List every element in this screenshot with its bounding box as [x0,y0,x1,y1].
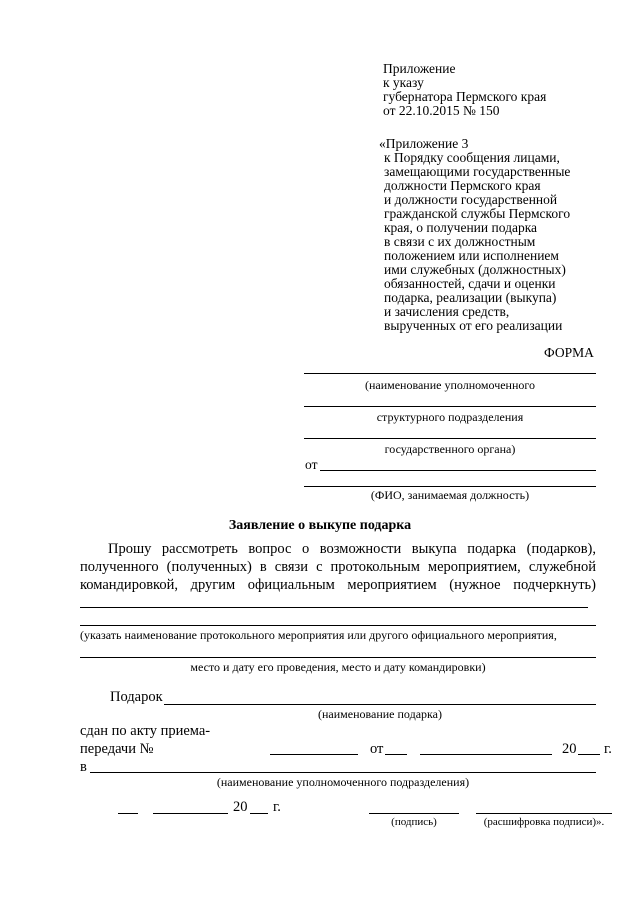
sign-month-field[interactable] [153,813,228,814]
signature-caption: (подпись) [391,816,437,828]
act-line-2: передачи № [80,741,154,757]
sign-year-prefix: 20 [233,799,248,815]
act-year-field[interactable] [578,754,600,755]
signature-field[interactable] [369,813,459,814]
addressee-field-4[interactable] [304,486,596,487]
gift-field[interactable] [164,704,596,705]
header-line: губернатора Пермского края [383,89,547,104]
body-line-1: Прошу рассмотреть вопрос о возможности выкупа подарка (подарков), [108,541,596,557]
appendix-line: «Приложение 3 [379,136,469,151]
act-in-label: в [80,759,87,775]
appendix-line: и должности государственной [384,192,558,207]
addressee-field-3[interactable] [304,438,596,439]
appendix-line: края, о получении подарка [384,220,538,235]
addressee-field-2[interactable] [304,406,596,407]
act-line-1: сдан по акту приема- [80,723,211,739]
body-line-3: командировкой, другим официальным мероприятием (нужное подчеркнуть) [80,577,596,593]
appendix-block [379,137,570,333]
sign-year-field[interactable] [250,813,268,814]
appendix-line: ими служебных (должностных) [384,262,566,277]
appendix-line: должности Пермского края [384,178,541,193]
appendix-line: положением или исполнением [384,248,559,263]
act-department-field[interactable] [90,772,596,773]
body-line-2: полученного (полученных) в связи с протокольным мероприятием, служебной [80,559,596,575]
event-field-1[interactable] [80,607,588,608]
appendix-line: вырученных от его реализации [384,318,563,333]
sign-day-field[interactable] [118,813,138,814]
act-number-field[interactable] [270,754,358,755]
act-caption: (наименование уполномоченного подразделения) [216,775,470,789]
event-caption: (указать наименование протокольного мероприятия или другого официального мероприятия, [80,628,557,642]
act-day-field[interactable] [385,754,407,755]
event-field-2[interactable] [80,625,596,626]
addressee-field-1[interactable] [304,373,596,374]
addressee-caption-4: (ФИО, занимаемая должность) [370,488,530,502]
appendix-line: в связи с их должностным [384,234,536,249]
gift-caption: (наименование подарка) [318,707,442,721]
appendix-line: замещающими государственные [384,164,571,179]
signature-decode-field[interactable] [476,813,612,814]
header-line: к указу [383,75,424,90]
appendix-line: и зачисления средств, [384,304,510,319]
place-caption: место и дату его проведения, место и дату командировки) [190,660,486,674]
act-year-prefix: 20 [562,741,577,757]
sign-year-suffix: г. [273,799,281,815]
act-month-field[interactable] [420,754,552,755]
appendix-line: гражданской службы Пермского [384,206,571,221]
appendix-line: к Порядку сообщения лицами, [384,150,560,165]
act-year-suffix: г. [604,741,612,757]
addressee-from-label: от [305,457,318,472]
act-from-label: от [370,741,384,757]
page-title: Заявление о выкупе подарка [228,518,412,533]
addressee-caption-2: структурного подразделения [376,410,524,424]
header-block [383,62,546,118]
appendix-line: обязанностей, сдачи и оценки [384,276,556,291]
form-label: ФОРМА [544,345,594,360]
header-line: от 22.10.2015 № 150 [383,103,500,118]
addressee-caption-1: (наименование уполномоченного [364,378,536,392]
signature-decode-caption: (расшифровка подписи)». [483,816,605,828]
event-field-3[interactable] [80,657,596,658]
header-line: Приложение [383,61,456,76]
addressee-caption-3: государственного органа) [384,442,516,456]
addressee-from-field[interactable] [320,470,596,471]
gift-label: Подарок [110,689,163,705]
appendix-line: подарка, реализации (выкупа) [384,290,557,305]
